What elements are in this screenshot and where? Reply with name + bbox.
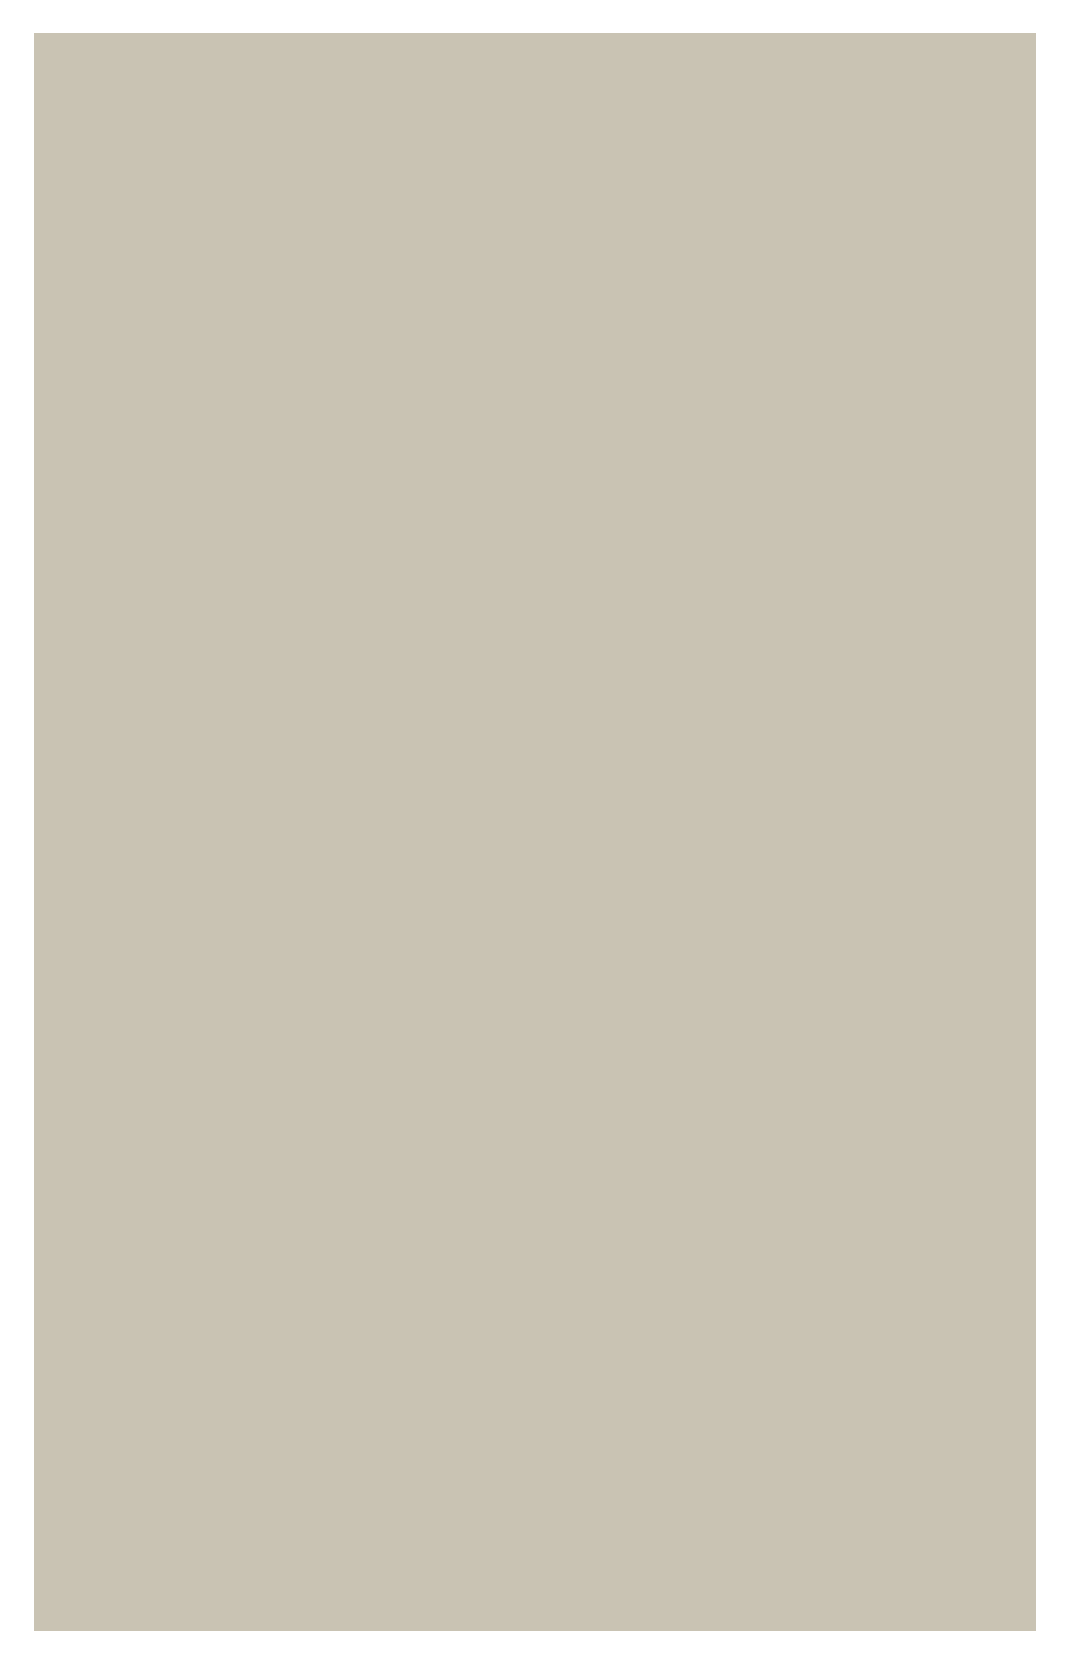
watermark-subtitle <box>464 1393 884 1453</box>
document-page <box>34 33 1036 1631</box>
watermark <box>634 1263 914 1443</box>
